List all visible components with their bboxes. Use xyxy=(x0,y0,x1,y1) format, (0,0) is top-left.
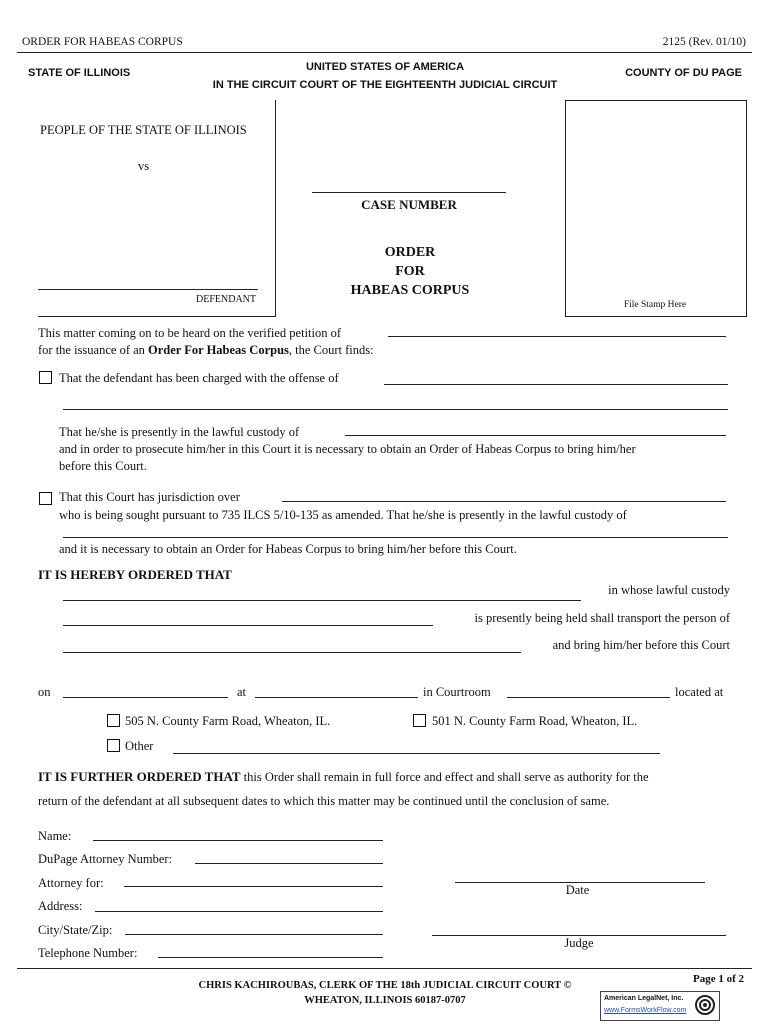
county-label: COUNTY OF DU PAGE xyxy=(625,67,742,79)
jurisdiction-line2: who is being sought pursuant to 735 ILCS 5/10-135 as amended. That he/she is presently in the lawful custody of xyxy=(59,508,627,522)
other-input[interactable] xyxy=(173,738,664,754)
petitioner-input[interactable] xyxy=(388,321,730,337)
attorney-number-label: DuPage Attorney Number: xyxy=(38,852,173,866)
header-rule xyxy=(17,52,752,53)
offense-label: That the defendant has been charged with the offense of xyxy=(59,371,339,385)
defendant-label: DEFENDANT xyxy=(196,294,256,305)
on-label: on xyxy=(38,685,51,699)
vendor-name: American LegalNet, Inc. xyxy=(604,995,684,1002)
custodian-line xyxy=(63,600,581,601)
file-stamp-box[interactable] xyxy=(565,100,747,317)
judge-signature-input[interactable] xyxy=(432,920,730,936)
vendor-url: www.FormsWorkFlow.com xyxy=(604,1007,687,1014)
vendor-logo-icon xyxy=(695,995,715,1015)
jurisdiction-line3: and it is necessary to obtain an Order for Habeas Corpus to bring him/her before this Court. xyxy=(59,542,517,556)
jurisdiction-label: That this Court has jurisdiction over xyxy=(59,490,240,504)
attorney-for-input[interactable] xyxy=(124,871,387,887)
caption-divider xyxy=(275,100,276,316)
petitioner-line xyxy=(388,336,726,337)
form-title: ORDER FOR HABEAS CORPUS xyxy=(22,36,183,48)
state-label: STATE OF ILLINOIS xyxy=(28,67,131,79)
offense-line xyxy=(384,384,728,385)
attorney-for-line xyxy=(124,886,383,887)
attorney-name-line xyxy=(93,840,383,841)
ordered-heading: IT IS HEREBY ORDERED THAT xyxy=(38,567,232,582)
custody1-line2: and in order to prosecute him/her in this Court it is necessary to obtain an Order of Habeas Corpus to bring him/her xyxy=(59,442,636,456)
file-stamp-label: File Stamp Here xyxy=(623,300,687,310)
person-input[interactable] xyxy=(63,637,525,653)
other-label: Other xyxy=(125,739,154,753)
intro-line1: This matter coming on to be heard on the verified petition of xyxy=(38,326,342,340)
held-at-line xyxy=(63,625,433,626)
judge-label: Judge xyxy=(564,936,594,950)
custody1-line xyxy=(345,435,726,436)
address-line xyxy=(95,911,383,912)
court-label: IN THE CIRCUIT COURT OF THE EIGHTEENTH JUDICIAL CIRCUIT xyxy=(212,79,558,91)
offense-checkbox[interactable] xyxy=(39,371,52,384)
country-label: UNITED STATES OF AMERICA xyxy=(305,61,465,73)
plaintiff-name: PEOPLE OF THE STATE OF ILLINOIS xyxy=(40,123,247,137)
page-number: Page 1 of 2 xyxy=(692,973,744,985)
date-input[interactable] xyxy=(63,682,232,698)
jurisdiction-checkbox[interactable] xyxy=(39,492,52,505)
custodian-input[interactable] xyxy=(63,585,585,601)
time-input[interactable] xyxy=(255,682,422,698)
clerk-line2: WHEATON, ILLINOIS 60187-0707 xyxy=(304,995,466,1006)
being-held-text: is presently being held shall transport the person of xyxy=(474,611,730,625)
held-at-input[interactable] xyxy=(63,610,437,626)
courtroom-label: in Courtroom xyxy=(423,685,491,699)
attorney-name-input[interactable] xyxy=(93,825,387,841)
custody1-line3: before this Court. xyxy=(59,459,147,473)
clerk-line1: CHRIS KACHIROUBAS, CLERK OF THE 18th JUDICIAL CIRCUIT COURT © xyxy=(198,980,572,991)
time-line xyxy=(255,697,418,698)
courtroom-input[interactable] xyxy=(507,682,674,698)
custody2-input[interactable] xyxy=(63,522,732,538)
defendant-line xyxy=(38,289,258,290)
city-line xyxy=(125,934,383,935)
city-input[interactable] xyxy=(125,919,387,935)
custody1-input[interactable] xyxy=(345,420,730,436)
city-label: City/State/Zip: xyxy=(38,923,113,937)
jurisdiction-input[interactable] xyxy=(282,486,730,502)
attorney-for-label: Attorney for: xyxy=(38,876,104,890)
further-ordered-line2: return of the defendant at all subsequent dates to which this matter may be continued until the conclusion of same. xyxy=(38,794,610,808)
form-number: 2125 (Rev. 01/10) xyxy=(662,36,746,48)
telephone-label: Telephone Number: xyxy=(38,946,138,960)
vs-label: vs xyxy=(138,159,150,173)
lawful-custody-text: in whose lawful custody xyxy=(608,583,730,597)
bring-before-text: and bring him/her before this Court xyxy=(552,638,730,652)
footer-rule xyxy=(17,968,752,969)
offense-input-2[interactable] xyxy=(63,394,732,410)
vendor-badge xyxy=(600,991,720,1021)
case-number-line xyxy=(312,192,506,193)
intro-line2: for the issuance of an Order For Habeas Corpus, the Court finds: xyxy=(38,343,374,357)
loc2-label: 501 N. County Farm Road, Wheaton, IL. xyxy=(432,714,638,728)
located-label: located at xyxy=(675,685,724,699)
attorney-number-input[interactable] xyxy=(195,848,387,864)
other-checkbox[interactable] xyxy=(107,739,120,752)
order-title-line2: FOR xyxy=(395,264,425,279)
case-number-label: CASE NUMBER xyxy=(361,197,457,212)
address-label: Address: xyxy=(38,899,83,913)
further-ordered-line1: IT IS FURTHER ORDERED THAT this Order shall remain in full force and effect and shall serve as authority for the xyxy=(38,769,649,784)
telephone-line xyxy=(158,957,383,958)
other-line xyxy=(173,753,660,754)
attorney-number-line xyxy=(195,863,383,864)
custody2-line xyxy=(63,537,728,538)
telephone-input[interactable] xyxy=(158,942,387,958)
order-title-line1: ORDER xyxy=(384,245,436,260)
jurisdiction-line xyxy=(282,501,726,502)
case-number-input[interactable] xyxy=(312,177,510,193)
date-signed-label: Date xyxy=(565,883,590,897)
loc1-checkbox[interactable] xyxy=(107,714,120,727)
offense-input[interactable] xyxy=(384,369,732,385)
date-line xyxy=(63,697,228,698)
address-input[interactable] xyxy=(95,896,387,912)
loc1-label: 505 N. County Farm Road, Wheaton, IL. xyxy=(125,714,331,728)
loc2-checkbox[interactable] xyxy=(413,714,426,727)
date-signed-input[interactable] xyxy=(455,867,709,883)
custody1-label: That he/she is presently in the lawful custody of xyxy=(59,425,300,439)
person-line xyxy=(63,652,521,653)
offense-line-2 xyxy=(63,409,728,410)
courtroom-line xyxy=(507,697,670,698)
caption-bottom-rule xyxy=(38,316,276,317)
order-title-line3: HABEAS CORPUS xyxy=(350,283,470,298)
defendant-input[interactable] xyxy=(38,274,262,290)
attorney-name-label: Name: xyxy=(38,829,72,843)
at-label: at xyxy=(237,685,247,699)
